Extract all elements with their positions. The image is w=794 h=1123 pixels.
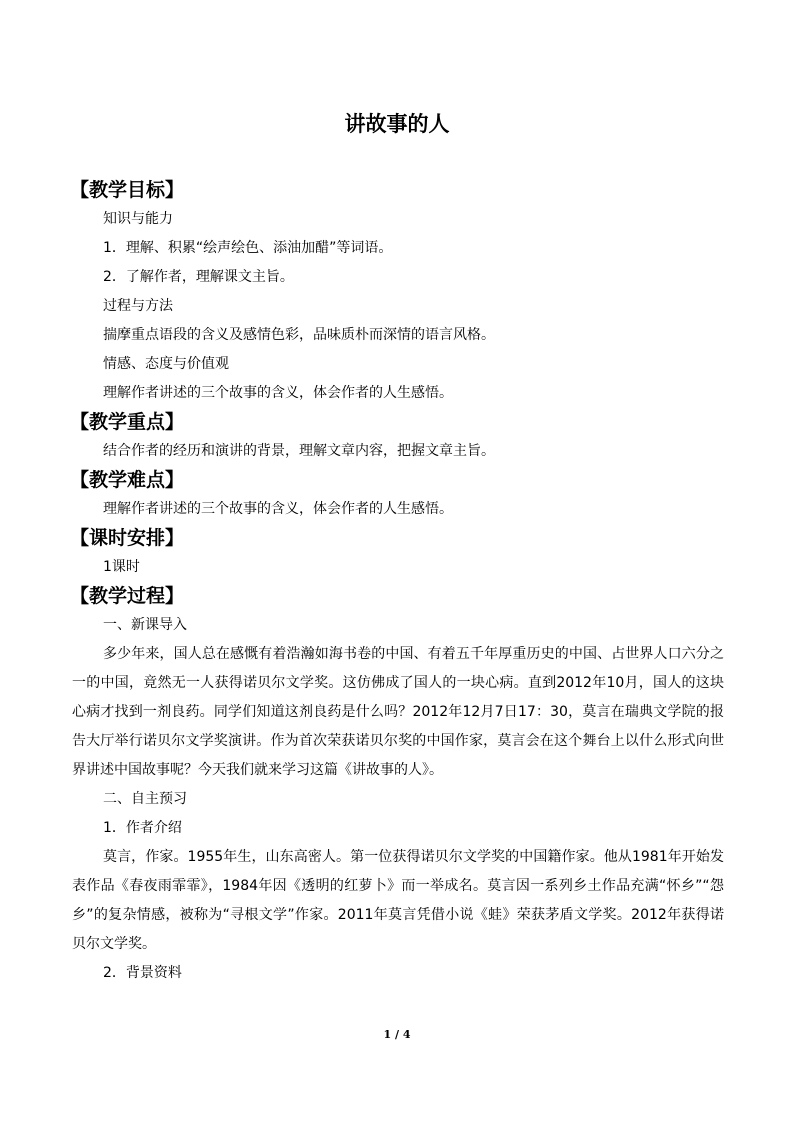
difficulties-line: 理解作者讲述的三个故事的含义，体会作者的人生感悟。 (103, 501, 453, 517)
document-body (72, 176, 724, 988)
schedule-line: 1课时 (103, 559, 140, 575)
section-heading-goals: 【教学目标】 (70, 179, 185, 201)
section-heading-difficulties: 【教学难点】 (70, 469, 185, 491)
preview-title: 二、自主预习 (103, 791, 187, 807)
goals-line: 过程与方法 (103, 298, 173, 314)
goals-line: 理解作者讲述的三个故事的含义，体会作者的人生感悟。 (103, 385, 453, 401)
intro-title: 一、新课导入 (103, 617, 187, 633)
author-title: 1．作者介绍 (103, 820, 182, 836)
goals-line: 1．理解、积累“绘声绘色、添油加醋”等词语。 (103, 240, 393, 256)
intro-paragraph: 多少年来，国人总在感慨有着浩瀚如海书卷的中国、有着五千年厚重历史的中国、占世界人口六分之一的中国，竟然无一人获得诺贝尔文学奖。这仿佛成了国人的一块心病。直到2012年10月，国人的这块心病才找到一剂良药。同学们知道这剂良药是什么吗？2012年12月7日17：30，莫言在瑞典文学院的报告大厅举行诺贝尔文学奖演讲。作为首次荣获诺贝尔奖的中国作家，莫言会在这个舞台上以什么形式向世界讲述中国故事呢？今天我们就来学习这篇《讲故事的人》。 (72, 646, 724, 778)
author-paragraph: 莫言，作家。1955年生，山东高密人。第一位获得诺贝尔文学奖的中国籍作家。他从1981年开始发表作品《春夜雨霏霏》，1984年因《透明的红萝卜》而一举成名。莫言因一系列乡土作品充满“怀乡”“怨乡”的复杂情感，被称为“寻根文学”作家。2011年莫言凭借小说《蛙》荣获茅盾文学奖。2012年获得诺贝尔文学奖。 (72, 849, 724, 952)
goals-line: 2．了解作者，理解课文主旨。 (103, 269, 294, 285)
goals-line: 知识与能力 (103, 211, 173, 227)
page-indicator: 1 / 4 (383, 1028, 411, 1041)
goals-line: 揣摩重点语段的含义及感情色彩，品味质朴而深情的语言风格。 (103, 327, 495, 343)
section-heading-key-points: 【教学重点】 (70, 411, 185, 433)
section-heading-process: 【教学过程】 (70, 585, 185, 607)
background-title: 2．背景资料 (103, 965, 182, 981)
section-heading-schedule: 【课时安排】 (70, 527, 185, 549)
document-title: 讲故事的人 (344, 111, 450, 136)
key-points-line: 结合作者的经历和演讲的背景，理解文章内容，把握文章主旨。 (103, 443, 495, 459)
goals-line: 情感、态度与价值观 (103, 356, 229, 372)
